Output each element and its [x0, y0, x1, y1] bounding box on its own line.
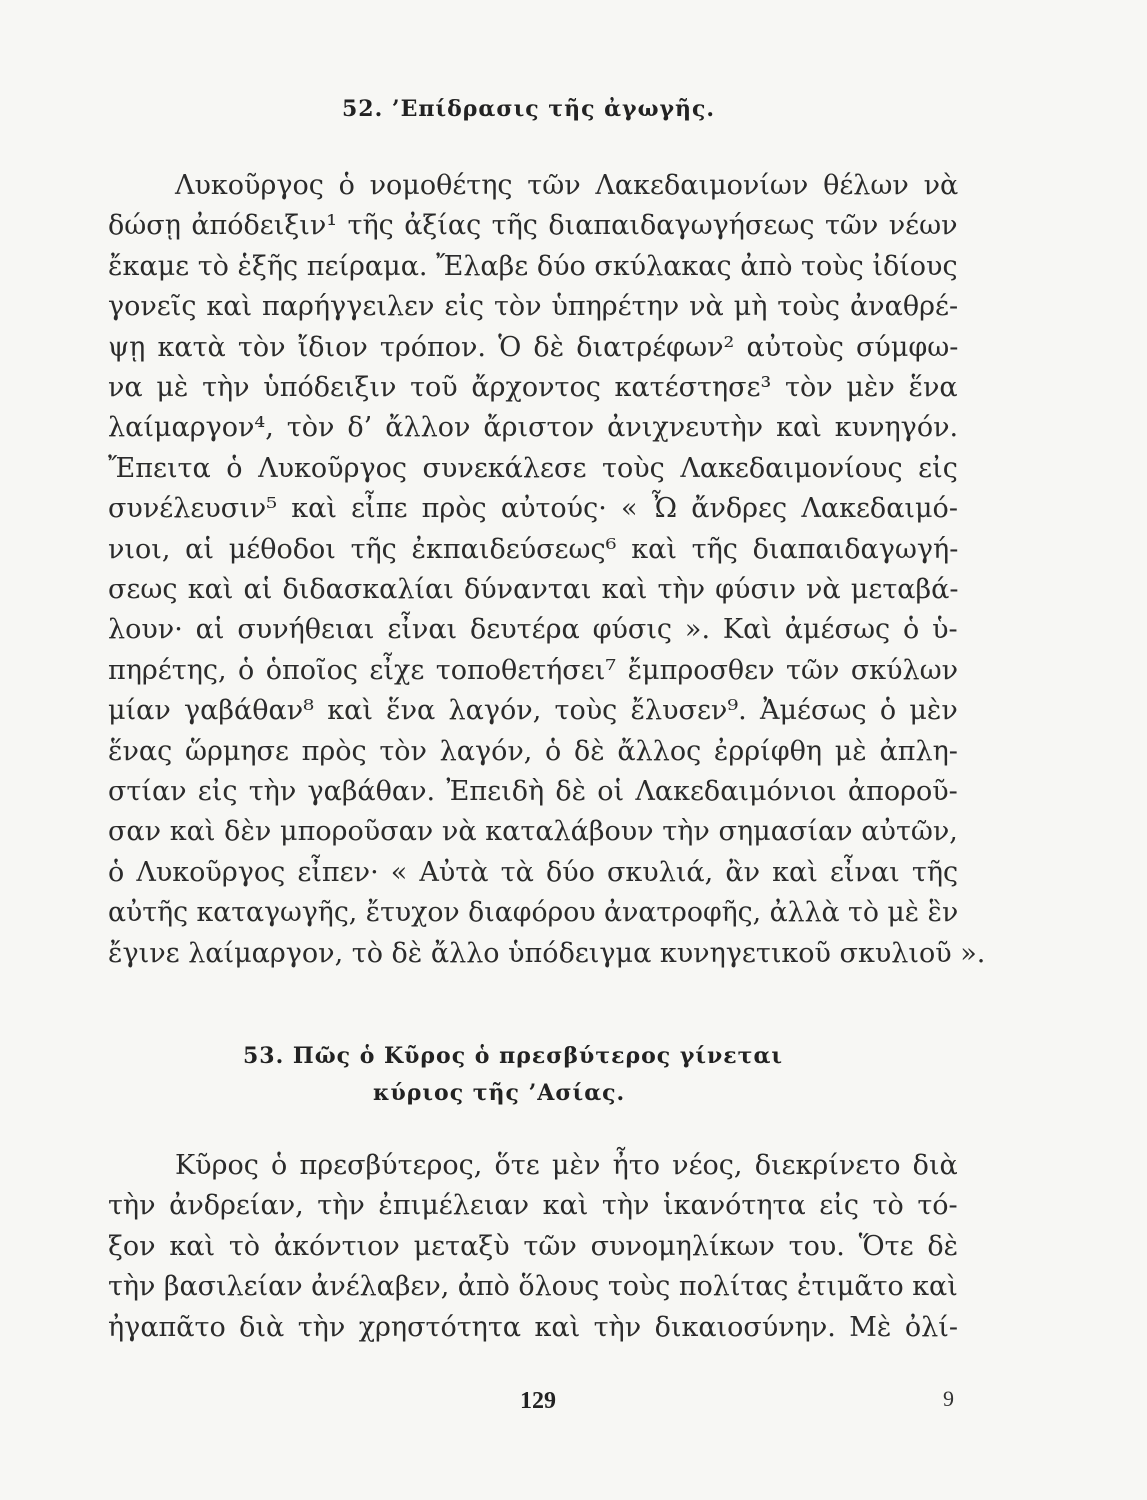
section-52-text-line: συνέλευσιν⁵ καὶ εἶπε πρὸς αὐτούς· « Ὦ ἄνδρες Λακεδαιμό- — [108, 493, 958, 525]
section-52-text-line: λαίμαργον⁴, τὸν δ’ ἄλλον ἄριστον ἀνιχνευτὴν καὶ κυνηγόν. — [108, 412, 959, 444]
section-52-text-line: γονεῖς καὶ παρήγγειλεν εἰς τὸν ὑπηρέτην νὰ μὴ τοὺς ἀναθρέ- — [108, 291, 959, 323]
section-53-text-line: ἠγαπᾶτο διὰ τὴν χρηστότητα καὶ τὴν δικαιοσύνην. Μὲ ὀλί- — [108, 1311, 958, 1343]
section-52-text-line: σεως καὶ αἱ διδασκαλίαι δύνανται καὶ τὴν φύσιν νὰ μεταβά- — [108, 574, 959, 605]
section-52-text-line: Λυκοῦργος ὁ νομοθέτης τῶν Λακεδαιμονίων θέλων νὰ — [175, 170, 959, 201]
section-52-text-line: νιοι, αἱ μέθοδοι τῆς ἐκπαιδεύσεως⁶ καὶ τῆς διαπαιδαγωγή- — [108, 533, 959, 565]
section-52-text-line: δώσῃ ἀπόδειξιν¹ τῆς ἀξίας τῆς διαπαιδαγωγήσεως τῶν νέων — [108, 210, 958, 242]
section-52-text-line: ὁ Λυκοῦργος εἶπεν· « Αὐτὰ τὰ δύο σκυλιά, ἂν καὶ εἶναι τῆς — [108, 856, 959, 888]
section-53-text-line: τὴν βασιλείαν ἀνέλαβεν, ἀπὸ ὅλους τοὺς πολίτας ἐτιμᾶτο καὶ — [108, 1271, 958, 1303]
section-53-text-line: Κῦρος ὁ πρεσβύτερος, ὅτε μὲν ἦτο νέος, διεκρίνετο διὰ — [175, 1150, 958, 1181]
section-53-text-line: τὴν ἀνδρείαν, τὴν ἐπιμέλειαν καὶ τὴν ἱκανότητα εἰς τὸ τό- — [108, 1190, 958, 1222]
section-53-title-line1: 53. Πῶς ὁ Κῦρος ὁ πρεσβύτερος γίνεται — [243, 1043, 784, 1069]
section-52-text-line: να μὲ τὴν ὑπόδειξιν τοῦ ἄρχοντος κατέστησε³ τὸν μὲν ἕνα — [108, 372, 958, 403]
section-52-text-line: Ἔπειτα ὁ Λυκοῦργος συνεκάλεσε τοὺς Λακεδαιμονίους εἰς — [108, 452, 958, 484]
section-52-text-line: σαν καὶ δὲν μποροῦσαν νὰ καταλάβουν τὴν σημασίαν αὐτῶν, — [108, 816, 958, 848]
section-52-text-line: μίαν γαβάθαν⁸ καὶ ἕνα λαγόν, τοὺς ἔλυσεν⁹. Ἀμέσως ὁ μὲν — [108, 695, 958, 727]
section-52-text-line: στίαν εἰς τὴν γαβάθαν. Ἐπειδὴ δὲ οἱ Λακεδαιμόνιοι ἀποροῦ- — [108, 776, 958, 807]
section-52-text-line: ἔγινε λαίμαργον, τὸ δὲ ἄλλο ὑπόδειγμα κυνηγετικοῦ σκυλιοῦ ». — [108, 937, 986, 969]
section-53-title-line2: κύριος τῆς ’Ασίας. — [373, 1080, 626, 1106]
section-52-text-line: πηρέτης, ὁ ὁποῖος εἶχε τοποθετήσει⁷ ἔμπροσθεν τῶν σκύλων — [108, 654, 959, 686]
section-53-text-line: ξον καὶ τὸ ἀκόντιον μεταξὺ τῶν συνομηλίκων του. Ὅτε δὲ — [108, 1230, 959, 1262]
section-52-text-line: αὐτῆς καταγωγῆς, ἔτυχον διαφόρου ἀνατροφῆς, ἀλλὰ τὸ μὲ ἓν — [108, 897, 959, 929]
section-52-text-line: λουν· αἱ συνήθειαι εἶναι δευτέρα φύσις ». Καὶ ἀμέσως ὁ ὑ- — [108, 614, 958, 646]
section-52-text-line: ψῃ κατὰ τὸν ἴδιον τρόπον. Ὁ δὲ διατρέφων² αὐτοὺς σύμφω- — [108, 331, 959, 363]
page-number: 129 — [520, 1388, 556, 1414]
section-52-text-line: ἕνας ὥρμησε πρὸς τὸν λαγόν, ὁ δὲ ἄλλος ἐρρίφθη μὲ ἀπλη- — [108, 735, 958, 767]
section-52-text-line: ἔκαμε τὸ ἑξῆς πείραμα. Ἔλαβε δύο σκύλακας ἀπὸ τοὺς ἰδίους — [108, 250, 958, 282]
section-52-title: 52. ’Επίδρασις τῆς ἀγωγῆς. — [342, 96, 716, 122]
signature-mark: 9 — [943, 1386, 954, 1411]
